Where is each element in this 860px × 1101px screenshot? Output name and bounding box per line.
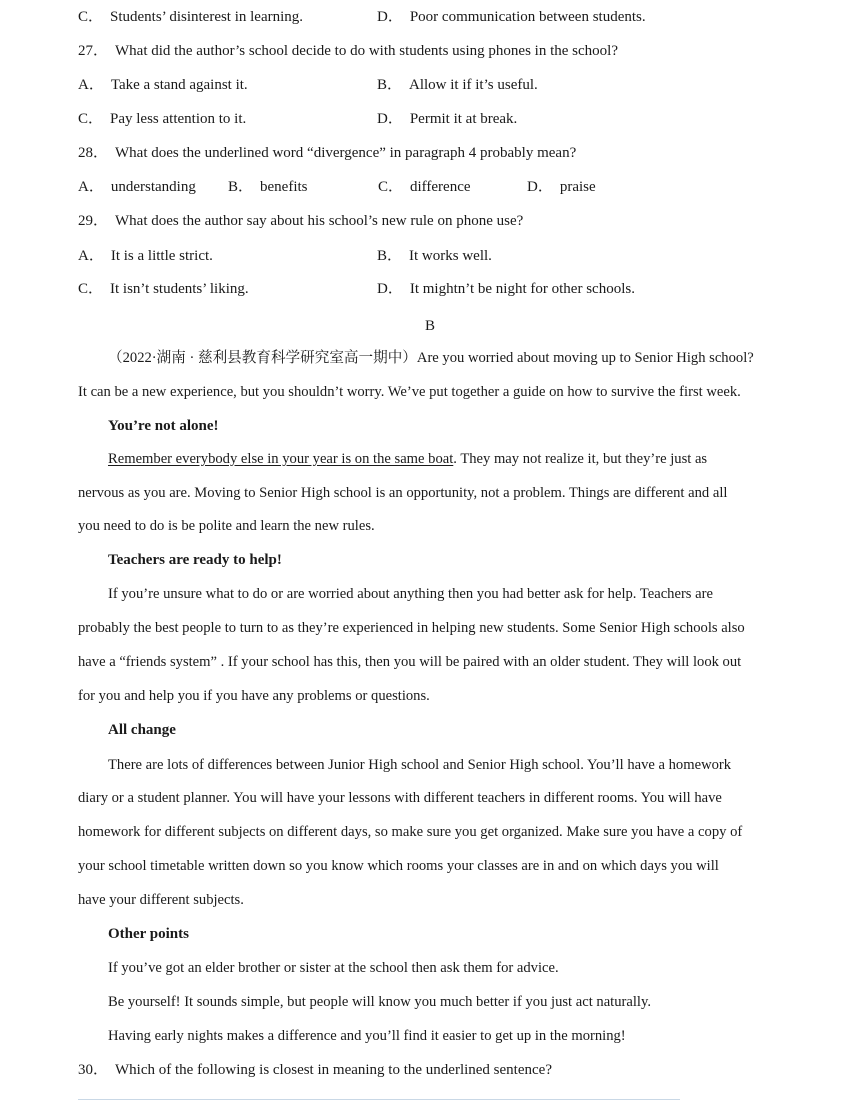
option-text: Students’ disinterest in learning.	[110, 9, 304, 25]
q28-option-a	[78, 177, 196, 197]
q26-option-d	[377, 7, 646, 27]
paragraph-1-line-3: you need to do is be polite and learn the new rules.	[78, 518, 375, 534]
q28-option-b	[228, 177, 308, 197]
option-text: Permit it at break.	[409, 111, 518, 127]
heading-teachers: Teachers are ready to help!	[108, 552, 282, 568]
question-number: 28．	[78, 145, 109, 161]
option-label: B．	[377, 248, 403, 264]
option-text: benefits	[260, 179, 308, 195]
option-label: A．	[78, 77, 104, 93]
question-number: 30．	[78, 1062, 109, 1078]
q27-option-d	[377, 109, 517, 129]
underlined-sentence: Remember everybody else in your year is on the same boat	[108, 451, 454, 467]
section-letter: B	[424, 318, 435, 334]
q29-option-c	[78, 279, 249, 299]
option-text: Pay less attention to it.	[110, 111, 247, 127]
source-note: （2022·湖南 · 慈利县教育科学研究室高一期中）	[108, 350, 417, 366]
heading-not-alone: You’re not alone!	[108, 418, 219, 434]
paragraph-4: If you’ve got an elder brother or sister at the school then ask them for advice.	[108, 960, 559, 976]
option-label: C．	[78, 281, 104, 297]
question-30	[78, 1060, 552, 1080]
option-text: It works well.	[409, 248, 492, 264]
passage-intro-line-1	[108, 348, 754, 368]
paragraph-3-line-5: have your different subjects.	[78, 892, 244, 908]
q27-option-a	[78, 75, 248, 95]
option-label: A．	[78, 179, 104, 195]
paragraph-2-line-2: probably the best people to turn to as they’re experienced in helping new students. Some Senior High schools also	[78, 620, 745, 636]
paragraph-3-line-3: homework for different subjects on different days, so make sure you get organized. Make sure you have a copy of	[78, 824, 743, 840]
question-29	[78, 211, 523, 231]
q28-option-c	[378, 177, 471, 197]
paragraph-2-line-1: If you’re unsure what to do or are worried about anything then you had better ask for help. Teachers are	[108, 586, 713, 602]
option-text: Poor communication between students.	[409, 9, 646, 25]
option-label: C．	[378, 179, 404, 195]
q27-option-c	[78, 109, 246, 129]
passage-intro-line-2: It can be a new experience, but you shouldn’t worry. We’ve put together a guide on how to survive the first week.	[78, 384, 741, 400]
q27-option-b	[377, 75, 538, 95]
option-text: praise	[559, 179, 596, 195]
option-text: Allow it if it’s useful.	[409, 77, 538, 93]
q29-option-a	[78, 246, 213, 266]
question-text: What does the author say about his school’s new rule on phone use?	[115, 213, 524, 229]
option-label: C．	[78, 111, 104, 127]
option-text: difference	[410, 179, 471, 195]
q26-option-c	[78, 7, 303, 27]
q29-option-b	[377, 246, 492, 266]
option-label: D．	[377, 281, 403, 297]
option-label: B．	[377, 77, 403, 93]
option-label: D．	[527, 179, 553, 195]
paragraph-3-line-1: There are lots of differences between Junior High school and Senior High school. You’ll have a homework	[108, 757, 732, 773]
paragraph-3-line-4: your school timetable written down so you know which rooms your classes are in and on which days you will	[78, 858, 719, 874]
paragraph-text: . They may not realize it, but they’re just as	[453, 451, 708, 467]
question-number: 29．	[78, 213, 109, 229]
question-28	[78, 143, 576, 163]
heading-all-change: All change	[108, 722, 176, 738]
option-text: It mightn’t be night for other schools.	[409, 281, 635, 297]
paragraph-5: Be yourself! It sounds simple, but people will know you much better if you just act naturally.	[108, 994, 651, 1010]
paragraph-1-line-2: nervous as you are. Moving to Senior High school is an opportunity, not a problem. Things are different and all	[78, 485, 728, 501]
question-text: What does the underlined word “divergence” in paragraph 4 probably mean?	[115, 145, 577, 161]
option-label: D．	[377, 111, 403, 127]
paragraph-1-line-1	[108, 449, 707, 469]
question-text: Which of the following is closest in meaning to the underlined sentence?	[115, 1062, 552, 1078]
question-number: 27．	[78, 43, 109, 59]
q29-option-d	[377, 279, 635, 299]
paragraph-2-line-3: have a “friends system” . If your school has this, then you will be paired with an older student. They will look out	[78, 654, 742, 670]
paragraph-2-line-4: for you and help you if you have any problems or questions.	[78, 688, 430, 704]
option-text: Take a stand against it.	[110, 77, 248, 93]
option-text: It is a little strict.	[110, 248, 213, 264]
heading-other-points: Other points	[108, 926, 189, 942]
option-label: A．	[78, 248, 104, 264]
option-label: C．	[78, 9, 104, 25]
paragraph-6: Having early nights makes a difference and you’ll find it easier to get up in the morning!	[108, 1028, 626, 1044]
question-27	[78, 41, 618, 61]
q28-option-d	[527, 177, 596, 197]
page-divider	[78, 1099, 680, 1100]
paragraph-3-line-2: diary or a student planner. You will have your lessons with different teachers in different rooms. You will have	[78, 790, 722, 806]
intro-text: Are you worried about moving up to Senior High school?	[416, 350, 754, 366]
option-label: D．	[377, 9, 403, 25]
option-text: It isn’t students’ liking.	[110, 281, 249, 297]
option-label: B．	[228, 179, 254, 195]
option-text: understanding	[110, 179, 196, 195]
question-text: What did the author’s school decide to do with students using phones in the school?	[115, 43, 618, 59]
